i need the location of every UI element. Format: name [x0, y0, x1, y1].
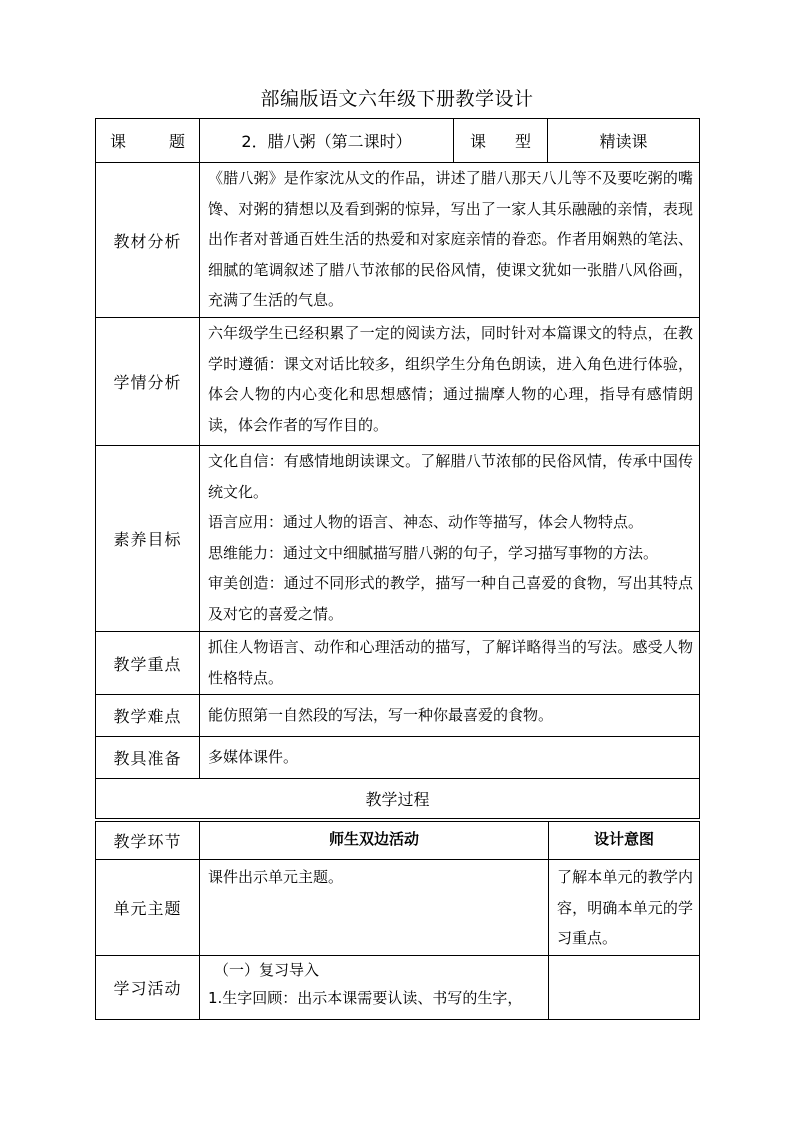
step-intent: 了解本单元的教学内容，明确本单元的学习重点。 — [549, 860, 700, 956]
goals-row — [96, 446, 700, 632]
step-intent — [549, 956, 700, 1020]
difficulty-label: 教学难点 — [96, 695, 200, 737]
tools-label: 教具准备 — [96, 737, 200, 779]
material-row — [96, 163, 700, 318]
students-label: 学情分析 — [96, 318, 200, 446]
activity-column-header: 师生双边活动 — [200, 822, 549, 860]
process-title-row — [96, 779, 700, 819]
lesson-plan-table — [95, 118, 700, 819]
page-title: 部编版语文六年级下册教学设计 — [260, 88, 534, 110]
process-table — [95, 821, 700, 1020]
process-step-row — [96, 956, 700, 1020]
step-activity: 课件出示单元主题。 — [200, 860, 549, 956]
intent-column-header: 设计意图 — [549, 822, 700, 860]
lesson-label-right: 题 — [168, 132, 185, 151]
type-label-cell — [454, 119, 548, 163]
goal-item: 文化自信：有感情地朗读课文。了解腊八节浓郁的民俗风情，传承中国传统文化。 — [208, 452, 693, 501]
goal-item: 审美创造：通过不同形式的教学，描写一种自己喜爱的食物，写出其特点及对它的喜爱之情。 — [208, 574, 693, 623]
tools-row — [96, 737, 700, 779]
step-activity — [200, 956, 549, 1020]
students-row — [96, 318, 700, 446]
step-stage: 单元主题 — [96, 860, 200, 956]
process-step-row — [96, 860, 700, 956]
type-label-right: 型 — [514, 132, 531, 151]
stage-column-header: 教学环节 — [96, 822, 200, 860]
lesson-value: 2．腊八粥（第二课时） — [200, 119, 454, 163]
goal-item: 语言应用：通过人物的语言、神态、动作等描写，体会人物特点。 — [208, 513, 644, 531]
material-text: 《腊八粥》是作家沈从文的作品，讲述了腊八那天八儿等不及要吃粥的嘴馋、对粥的猜想以及看到粥的惊异，写出了一家人其乐融融的亲情，表现出作者对普通百姓生活的热爱和对家庭亲情的眷恋。作者用娴熟的笔法、细腻的笔调叙述了腊八节浓郁的民俗风情，使课文犹如一张腊八风俗画，充满了生活的气息。 — [200, 163, 700, 318]
lesson-label-cell — [96, 119, 200, 163]
step-activity-line: 1.生字回顾：出示本课需要认读、书写的生字， — [208, 989, 523, 1007]
process-header-row — [96, 822, 700, 860]
process-title: 教学过程 — [96, 779, 700, 819]
header-row — [96, 119, 700, 163]
step-activity-line: （一）复习导入 — [214, 961, 320, 979]
students-text: 六年级学生已经积累了一定的阅读方法，同时针对本篇课文的特点，在教学时遵循：课文对话比较多，组织学生分角色朗读，进入角色进行体验，体会人物的内心变化和思想感情；通过揣摩人物的心理，指导有感情朗读，体会作者的写作目的。 — [200, 318, 700, 446]
focus-label: 教学重点 — [96, 632, 200, 695]
step-stage: 学习活动 — [96, 956, 200, 1020]
material-label: 教材分析 — [96, 163, 200, 318]
tools-text: 多媒体课件。 — [200, 737, 700, 779]
focus-row — [96, 632, 700, 695]
goals-label: 素养目标 — [96, 446, 200, 632]
type-value: 精读课 — [548, 119, 700, 163]
lesson-label-left: 课 — [110, 132, 127, 151]
goal-item: 思维能力：通过文中细腻描写腊八粥的句子，学习描写事物的方法。 — [208, 543, 659, 562]
difficulty-row — [96, 695, 700, 737]
difficulty-text: 能仿照第一自然段的写法，写一种你最喜爱的食物。 — [200, 695, 700, 737]
focus-text: 抓住人物语言、动作和心理活动的描写，了解详略得当的写法。感受人物性格特点。 — [200, 632, 700, 695]
goals-list — [200, 446, 700, 632]
type-label-left: 课 — [470, 132, 487, 151]
